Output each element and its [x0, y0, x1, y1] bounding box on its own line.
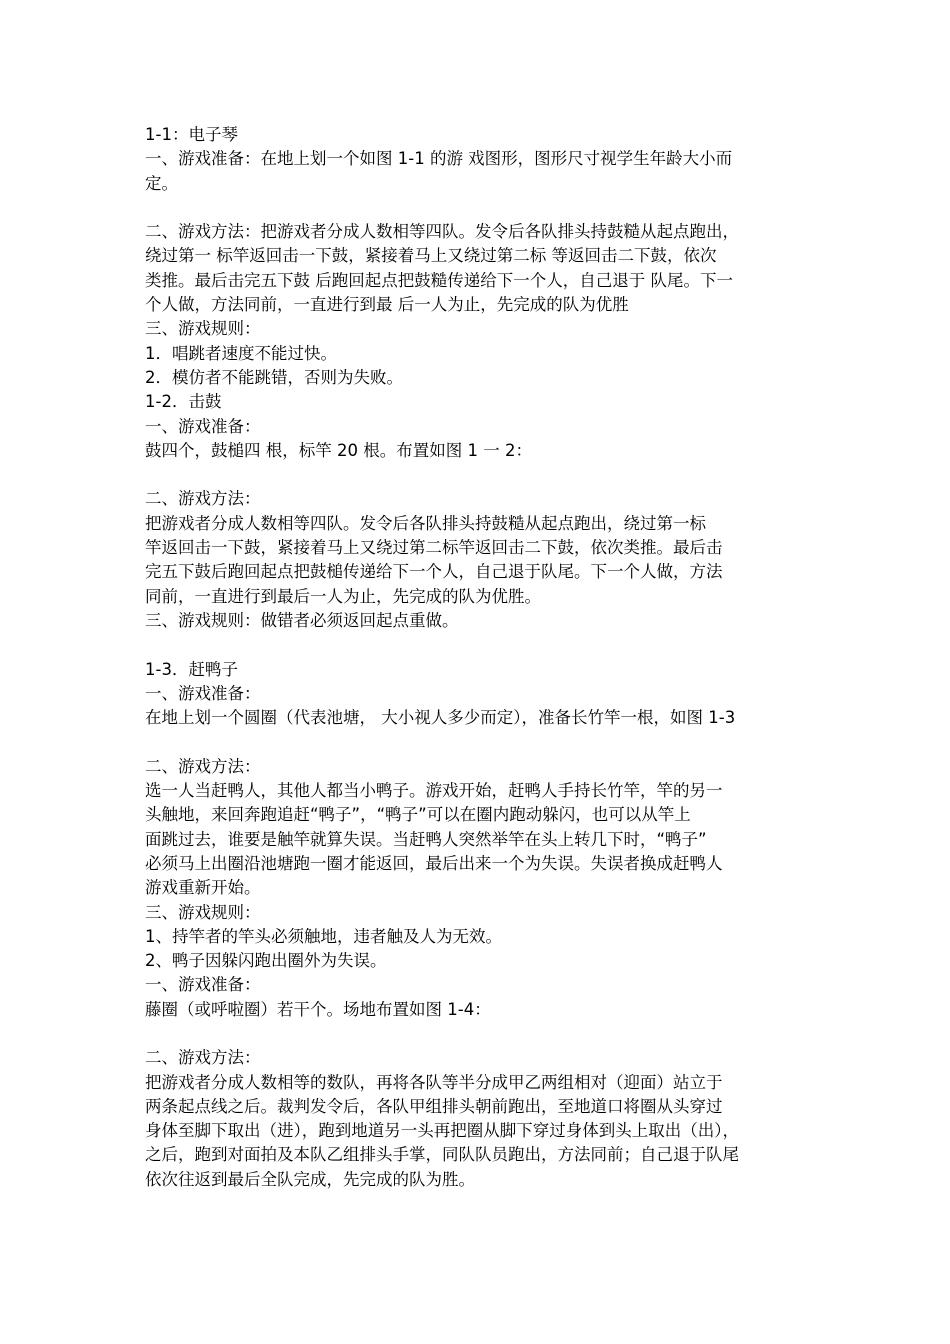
- text-line: 一、游戏准备：在地上划一个如图 1-1 的游 戏图形，图形尺寸视学生年龄大小而: [145, 149, 733, 169]
- text-line: 面跳过去，谁要是触竿就算失误。当赶鸭人突然举竿在头上转几下时，“鸭子”: [145, 829, 707, 849]
- text-line: 之后，跑到对面拍及本队乙组排头手掌，同队队员跑出，方法同前；自己退于队尾: [145, 1145, 739, 1165]
- text-line: 个人做，方法同前，一直进行到最 后一人为止，先完成的队为优胜: [145, 295, 629, 315]
- text-line: 游戏重新开始。: [145, 878, 261, 898]
- section-heading: 二、游戏方法：: [145, 756, 261, 776]
- text-line: 藤圈（或呼啦圈）若干个。场地布置如图 1-4：: [145, 999, 491, 1019]
- text-line: 头触地，来回奔跑追赶“鸭子”，“鸭子”可以在圈内跑动躲闪，也可以从竿上: [145, 805, 691, 825]
- text-line: 竿返回击一下鼓，紧接着马上又绕过第二标竿返回击二下鼓，依次类推。最后击: [145, 538, 723, 558]
- section-heading: 二、游戏方法：: [145, 1048, 261, 1068]
- text-line: 绕过第一 标竿返回击一下鼓，紧接着马上又绕过第二标 等返回击二下鼓，依次: [145, 246, 717, 266]
- text-line: 两条起点线之后。裁判发令后，各队甲组排头朝前跑出，至地道口将圈从头穿过: [145, 1096, 723, 1116]
- text-line: 选一人当赶鸭人，其他人都当小鸭子。游戏开始，赶鸭人手持长竹竿，竿的另一: [145, 781, 723, 801]
- text-line: 必须马上出圈沿池塘跑一圈才能返回，最后出来一个为失误。失误者换成赶鸭人: [145, 853, 723, 873]
- blank-line: [145, 196, 845, 220]
- text-line: 二、游戏方法：把游戏者分成人数相等四队。发令后各队排头持鼓糙从起点跑出，: [145, 222, 739, 242]
- text-line: 依次往返到最后全队完成，先完成的队为胜。: [145, 1169, 475, 1189]
- section-heading: 三、游戏规则：做错者必须返回起点重做。: [145, 610, 459, 630]
- section-heading: 一、游戏准备：: [145, 683, 261, 703]
- blank-line: [145, 1022, 845, 1046]
- section-heading: 三、游戏规则：: [145, 902, 261, 922]
- text-line: 把游戏者分成人数相等的数队，再将各队等半分成甲乙两组相对（迎面）站立于: [145, 1072, 723, 1092]
- blank-line: [145, 730, 845, 754]
- section-heading: 三、游戏规则：: [145, 319, 261, 339]
- blank-line: [145, 633, 845, 657]
- section-heading: 二、游戏方法：: [145, 489, 261, 509]
- text-line: 类推。最后击完五下鼓 后跑回起点把鼓糙传递给下一个人，自己退于 队尾。下一: [145, 270, 733, 290]
- text-line: 鼓四个，鼓槌四 根，标竿 20 根。布置如图 1 一 2：: [145, 440, 532, 460]
- text-line: 同前，一直进行到最后一人为止，先完成的队为优胜。: [145, 586, 541, 606]
- heading-1-2: 1-2．击鼓: [145, 392, 222, 412]
- rule-item: 2．模仿者不能跳错，否则为失败。: [145, 367, 403, 387]
- document-body: [145, 123, 845, 1192]
- section-heading: 一、游戏准备：: [145, 416, 261, 436]
- heading-1-1: 1-1：电子琴: [145, 125, 238, 144]
- text-line: 定。: [145, 173, 178, 193]
- text-line: 身体至脚下取出（进），跑到地道另一头再把圈从脚下穿过身体到头上取出（出），: [145, 1121, 739, 1141]
- section-heading: 一、游戏准备：: [145, 975, 261, 995]
- heading-1-3: 1-3．赶鸭子: [145, 659, 238, 679]
- rule-item: 1、持竿者的竿头必须触地，违者触及人为无效。: [145, 926, 502, 946]
- text-line: 在地上划一个圆圈（代表池塘， 大小视人多少而定），准备长竹竿一根，如图 1-3: [145, 708, 736, 728]
- text-line: 完五下鼓后跑回起点把鼓槌传递给下一个人，自己退于队尾。下一个人做，方法: [145, 562, 723, 582]
- rule-item: 1．唱跳者速度不能过快。: [145, 343, 337, 363]
- blank-line: [145, 463, 845, 487]
- text-line: 把游戏者分成人数相等四队。发令后各队排头持鼓糙从起点跑出，绕过第一标: [145, 513, 706, 533]
- rule-item: 2、鸭子因躲闪跑出圈外为失误。: [145, 951, 387, 971]
